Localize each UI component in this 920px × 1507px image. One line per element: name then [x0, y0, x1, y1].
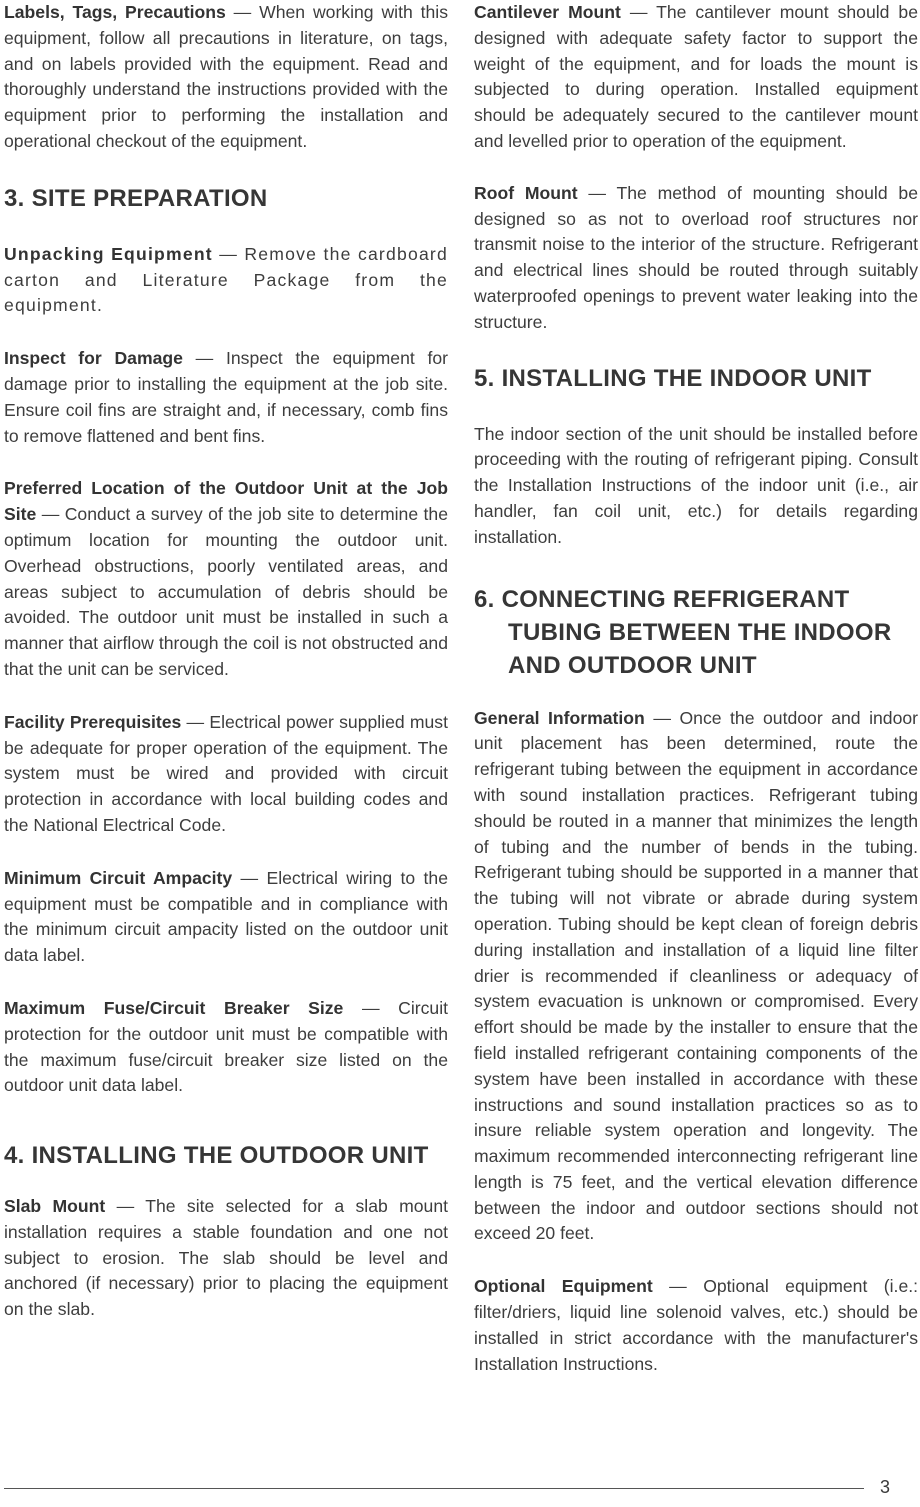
right-column [474, 0, 918, 1377]
general-information-paragraph: General Information — Once the outdoor and indoor unit placement has been determined, route the refrigerant tubing between the equipment in accordance with sound installation practices. Refrigerant tubing should be routed in a manner that minimizes the length of tubing and the number of bends in the tubing. Refrigerant tubing should be supported in a manner that the tubing will not vibrate or abrade during system operation. Tubing should be kept clean of foreign debris during installation and installation of a liquid line filter drier is recommended if cleanliness or adequacy of system evacuation is unknown or compromised. Every effort should be made by the installer to ensure that the field installed refrigerant containing components of the system have been installed in accordance with these instructions and sound installation practices so as to insure reliable system operation and longevity. The maximum recommended interconnecting refrigerant line length is 75 feet, and the vertical elevation difference between the indoor and outdoor sections should not exceed 20 feet. [474, 707, 919, 1244]
paragraph-lead: Unpacking Equipment [4, 243, 213, 264]
indoor-unit-paragraph: The indoor section of the unit should be installed before proceeding with the routing of refrigerant piping. Consult the Installation Instructions of the indoor unit (i.e., air handler, fan coil unit, etc.) for details regarding installation. [474, 423, 918, 547]
paragraph-body: Optional equipment (i.e.: filter/driers, liquid line solenoid valves, etc.) should be installed in strict accordance with the manufacturer's Installation Instructions. [474, 1276, 919, 1374]
unpacking-equipment-paragraph: Unpacking Equipment — Remove the cardboard carton and Literature Package from the equipment. [4, 243, 448, 316]
cantilever-mount-paragraph: Cantilever Mount — The cantilever mount should be designed with adequate safety factor to support the weight of the equipment, and for loads the mount is subjected to during operation. Installed equipment should be adequately secured to the cantilever mount and levelled prior to operation of the equipment. [474, 2, 918, 151]
paragraph-lead: Facility Prerequisites [4, 711, 182, 732]
section-5-heading: 5. INSTALLING THE INDOOR UNIT [474, 364, 872, 392]
section-6-heading: 6. CONNECTING REFRIGERANT TUBING BETWEEN THE INDOOR AND OUTDOOR UNIT [474, 585, 892, 679]
preferred-location-paragraph: Preferred Location of the Outdoor Unit at the Job Site — Conduct a survey of the job site to determine the optimum location for mounting the outdoor unit. Overhead obstructions, poorly ventilated areas, and areas subject to accumulation of debris should be avoided. The outdoor unit must be installed in such a manner that airflow through the coil is not obstructed and that the unit can be serviced. [4, 478, 448, 679]
paragraph-lead: Preferred Location of the Outdoor Unit at the Job Site [4, 478, 448, 525]
paragraph-lead: Roof Mount [474, 182, 578, 203]
paragraph-lead: Labels, Tags, Precautions [4, 2, 226, 22]
labels-tags-precautions-paragraph: Labels, Tags, Precautions — When working with this equipment, follow all precautions in literature, on tags, and on labels provided with the equipment. Read and thoroughly understand the instructions provided with the equipment prior to performing the installation and operational checkout of the equipment. [4, 2, 448, 151]
paragraph-body: The cantilever mount should be designed with adequate safety factor to support the weight of the equipment, and for loads the mount is subjected to during operation. Installed equipment should be adequately secured to the cantilever mount and levelled prior to operation of the equipment. [474, 2, 918, 151]
paragraph-body: Electrical power supplied must be adequate for proper operation of the equipment. The system must be wired and provided with circuit protection in accordance with local building codes and the National Electrical Code. [4, 711, 448, 835]
paragraph-lead: Minimum Circuit Ampacity [4, 867, 233, 888]
optional-equipment-paragraph: Optional Equipment — Optional equipment (i.e.: filter/driers, liquid line solenoid valves, etc.) should be installed in strict accordance with the manufacturer's Installation Instructions. [474, 1276, 919, 1374]
maximum-fuse-paragraph: Maximum Fuse/Circuit Breaker Size — Circuit protection for the outdoor unit must be compatible with the maximum fuse/circuit breaker size listed on the outdoor unit data label. [4, 997, 449, 1096]
paragraph-lead: Inspect for Damage [4, 348, 183, 369]
paragraph-body: Conduct a survey of the job site to determine the optimum location for mounting the outdoor unit. Overhead obstructions, poorly ventilated areas, and areas subject to accumulation of debris should be avoided. The outdoor unit must be installed in such a manner that airflow through the coil is not obstructed and that the unit can be serviced. [4, 504, 448, 679]
paragraph-body: The site selected for a slab mount installation requires a stable foundation and one not subject to erosion. The slab should be level and anchored (if necessary) prior to placing the equipment on the slab. [4, 1196, 448, 1320]
roof-mount-paragraph: Roof Mount — The method of mounting should be designed so as not to overload roof structures nor transmit noise to the interior of the structure. Refrigerant and electrical lines should be routed through suitably waterproofed openings to prevent water leaking into the structure. [474, 182, 918, 332]
paragraph-body: Circuit protection for the outdoor unit must be compatible with the maximum fuse/circuit breaker size listed on the outdoor unit data label. [4, 997, 449, 1096]
paragraph-body: Electrical wiring to the equipment must be compatible and in compliance with the minimum circuit ampacity listed on the outdoor unit data label. [4, 867, 448, 966]
slab-mount-paragraph: Slab Mount — The site selected for a slab mount installation requires a stable foundation and one not subject to erosion. The slab should be level and anchored (if necessary) prior to placing the equipment on the slab. [4, 1196, 448, 1320]
paragraph-body: Inspect the equipment for damage prior to installing the equipment at the job site. Ensure coil fins are straight and, if necessary, comb fins to remove flattened and bent fins. [4, 348, 448, 446]
paragraph-body: Remove the cardboard carton and Literature Package from the equipment. [4, 243, 448, 316]
paragraph-lead: Optional Equipment [474, 1276, 653, 1297]
page-number: 3 [880, 1477, 891, 1497]
paragraph-lead: Cantilever Mount [474, 2, 621, 22]
section-4-heading: 4. INSTALLING THE OUTDOOR UNIT [4, 1142, 429, 1170]
footer-rule [4, 1488, 864, 1489]
paragraph-body: When working with this equipment, follow all precautions in literature, on tags, and on labels provided with the equipment. Read and thoroughly understand the instructions provided with the equipment prior to performing the installation and operational checkout of the equipment. [4, 2, 448, 151]
left-column [4, 0, 448, 1323]
facility-prerequisites-paragraph: Facility Prerequisites — Electrical power supplied must be adequate for proper operation of the equipment. The system must be wired and provided with circuit protection in accordance with local building codes and the National Electrical Code. [4, 711, 448, 835]
inspect-for-damage-paragraph: Inspect for Damage — Inspect the equipment for damage prior to installing the equipment at the job site. Ensure coil fins are straight and, if necessary, comb fins to remove flattened and bent fins. [4, 348, 448, 446]
paragraph-lead: Maximum Fuse/Circuit Breaker Size [4, 997, 344, 1018]
paragraph-lead: General Information [474, 707, 645, 728]
section-3-heading: 3. SITE PREPARATION [4, 184, 268, 212]
paragraph-body: The method of mounting should be designed so as not to overload roof structures nor transmit noise to the interior of the structure. Refrigerant and electrical lines should be routed through suitably waterproofed openings to prevent water leaking into the structure. [474, 182, 918, 332]
paragraph-body: Once the outdoor and indoor unit placement has been determined, route the refrigerant tubing between the equipment in accordance with sound installation practices. Refrigerant tubing should be routed in a manner that minimizes the length of tubing and the number of bends in the tubing. Refrigerant tubing should be supported in a manner that the tubing will not vibrate or abrade during system operation. Tubing should be kept clean of foreign debris during installation and installation of a liquid line filter drier is recommended if cleanliness or adequacy of system evacuation is unknown or compromised. Every effort should be made by the installer to ensure that the field installed refrigerant containing components of the system have been installed in accordance with these instructions and sound installation practices so as to insure reliable system operation and longevity. The maximum recommended interconnecting refrigerant line length is 75 feet, and the vertical elevation difference between the indoor and outdoor sections should not exceed 20 feet. [474, 707, 919, 1244]
paragraph-lead: Slab Mount [4, 1196, 106, 1217]
minimum-circuit-ampacity-paragraph: Minimum Circuit Ampacity — Electrical wiring to the equipment must be compatible and in compliance with the minimum circuit ampacity listed on the outdoor unit data label. [4, 867, 448, 966]
